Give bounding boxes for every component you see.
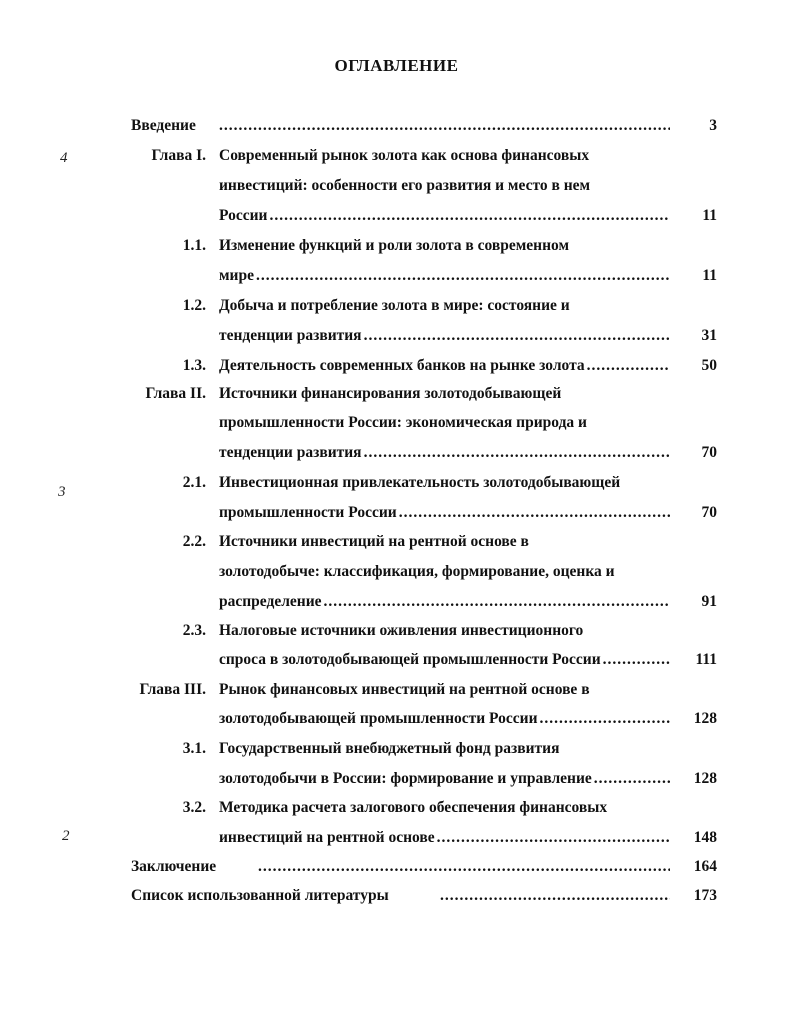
toc-entry [0, 705, 793, 733]
toc-entry [0, 528, 793, 556]
toc-entry [0, 202, 793, 230]
toc-label: Список использованной литературы [131, 887, 389, 904]
toc-text: Источники финансирования золотодобывающей [219, 385, 562, 402]
toc-entry [0, 765, 793, 793]
page-title: ОГЛАВЛЕНИЕ [334, 56, 459, 75]
toc-label: 3.1. [182, 740, 206, 757]
toc-entry [0, 646, 793, 674]
toc-entry [0, 380, 793, 408]
toc-text: Методика расчета залогового обеспечения финансовых [219, 799, 608, 816]
toc-label: Введение [131, 117, 196, 134]
toc-page-number: 111 [695, 651, 717, 668]
toc-page-number: 128 [693, 710, 717, 727]
toc-page-number: 31 [701, 327, 717, 344]
toc-entry [0, 499, 793, 527]
toc-text: инвестиций: особенности его развития и место в нем [219, 177, 591, 194]
toc-label: 2.3. [182, 622, 206, 639]
toc-page-number: 91 [701, 593, 717, 610]
toc-text: тенденции развития ..... [219, 322, 670, 350]
toc-label: 1.3. [182, 357, 206, 374]
toc-label: 1.2. [182, 297, 206, 314]
toc-page-number: 11 [702, 207, 717, 224]
margin-note: 3 [58, 484, 66, 500]
toc-entry [0, 617, 793, 645]
toc-page-number: 164 [693, 858, 717, 875]
toc-entry [0, 409, 793, 437]
margin-note: 4 [60, 150, 68, 166]
toc-entry [0, 292, 793, 320]
toc-text: мире ..... [219, 262, 670, 290]
toc-entry [0, 794, 793, 822]
toc-text: России ..... [219, 202, 670, 230]
toc-text: золотодобыче: классификация, формирование, оценка и [219, 563, 615, 580]
toc-label: 2.2. [182, 533, 206, 550]
toc-entry [0, 824, 793, 852]
margin-note: 2 [62, 828, 70, 844]
toc-text [258, 853, 670, 881]
toc-entry [0, 322, 793, 350]
toc-page-number: 70 [701, 444, 717, 461]
toc-entry [0, 352, 793, 380]
toc-page-number: 70 [701, 504, 717, 521]
toc-label: Глава III. [139, 681, 206, 698]
toc-text: Деятельность современных банков на рынке золота ..... [219, 352, 670, 380]
toc-text: золотодобывающей промышленности России ..... [219, 705, 670, 733]
toc-page-number: 3 [709, 117, 717, 134]
toc-entry [0, 853, 793, 881]
toc-page-number: 173 [693, 887, 717, 904]
toc-entry [0, 558, 793, 586]
toc-entry [0, 676, 793, 704]
toc-entry [0, 142, 793, 170]
toc-entry [0, 588, 793, 616]
toc-entry [0, 172, 793, 200]
toc-text [219, 112, 670, 140]
toc-text: промышленности России: экономическая природа и [219, 414, 587, 431]
toc-entry [0, 735, 793, 763]
toc-label: Глава I. [151, 147, 206, 164]
toc-text: промышленности России ..... [219, 499, 670, 527]
toc-entry [0, 469, 793, 497]
toc-entry [0, 262, 793, 290]
toc-label: 3.2. [182, 799, 206, 816]
toc-text: Государственный внебюджетный фонд развития [219, 740, 560, 757]
toc-text: Источники инвестиций на рентной основе в [219, 533, 529, 550]
toc-text: Инвестиционная привлекательность золотодобывающей [219, 474, 621, 491]
toc-text: инвестиций на рентной основе ..... [219, 824, 670, 852]
toc-entry [0, 882, 793, 910]
toc-page-number: 11 [702, 267, 717, 284]
toc-entry [0, 439, 793, 467]
toc-text: спроса в золотодобывающей промышленности России ..... [219, 646, 670, 674]
toc-label: 1.1. [182, 237, 206, 254]
toc-text: золотодобычи в России: формирование и управление ..... [219, 765, 670, 793]
toc-label: Глава II. [145, 385, 206, 402]
toc-text: Добыча и потребление золота в мире: состояние и [219, 297, 570, 314]
toc-label: Заключение [131, 858, 217, 875]
toc-page-number: 148 [693, 829, 717, 846]
toc-text [440, 882, 670, 910]
toc-text: Изменение функций и роли золота в современном [219, 237, 570, 254]
toc-text: тенденции развития ..... [219, 439, 670, 467]
toc-entry [0, 112, 793, 140]
toc-text: Современный рынок золота как основа финансовых [219, 147, 590, 164]
toc-page-number: 128 [693, 770, 717, 787]
toc-text: Налоговые источники оживления инвестиционного [219, 622, 584, 639]
toc-entry [0, 232, 793, 260]
toc-text: распределение ..... [219, 588, 670, 616]
toc-page-number: 50 [701, 357, 717, 374]
toc-label: 2.1. [182, 474, 206, 491]
toc-text: Рынок финансовых инвестиций на рентной основе в [219, 681, 590, 698]
